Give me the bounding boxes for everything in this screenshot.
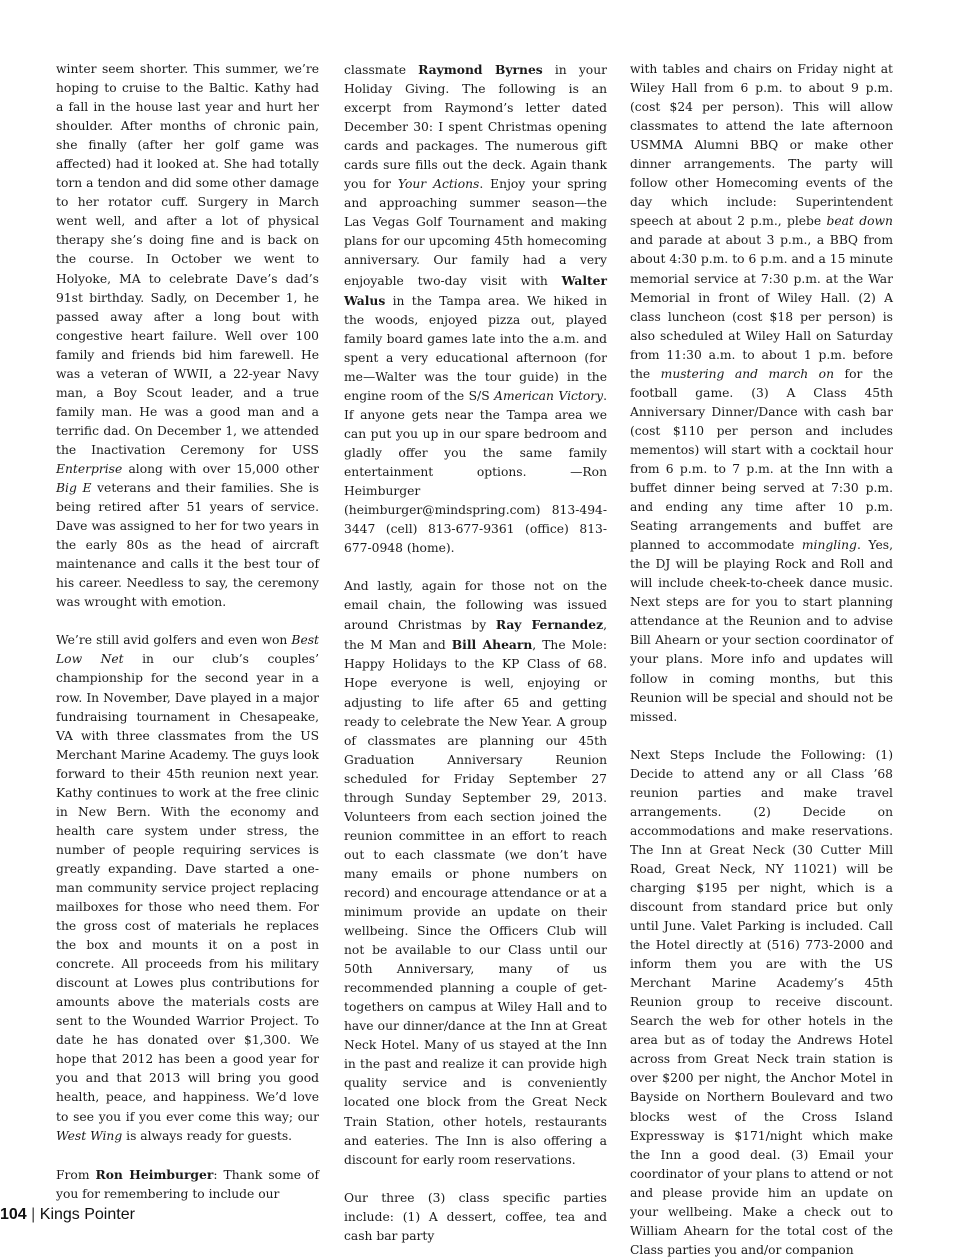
article-paragraph xyxy=(344,577,607,1169)
text-run: in the Tampa area. We hiked in the woods, enjoyed pizza out, played family board games late into the a.m. and spent a very educational afternoon (for me—Walter was the tour guide) in the engine room of the S/S xyxy=(344,293,607,403)
article-paragraph xyxy=(344,60,607,558)
text-run: , the M Man and xyxy=(344,618,607,653)
text-run: in your Holiday Giving. The following is an excerpt from Raymond’s letter dated December 30: I spent Christmas opening cards and packages. The numerous gift cards sure fills out the deck. Again thank you for xyxy=(344,63,607,192)
text-run: with tables and chairs on Friday night at Wiley Hall from 6 p.m. to about 9 p.m. (cost $24 per person). This will allow classmates to attend the late afternoon USMMA Alumni BBQ or make other dinner arrangements. The party will follow other Homecoming events of the day which include: Superintendent speech at about 2 p.m., plebe xyxy=(630,62,893,229)
text-run: is always ready for guests. xyxy=(122,1128,293,1143)
emphasis-text: Enterprise xyxy=(56,461,123,476)
publication-title: Kings Pointer xyxy=(39,1206,135,1223)
emphasis-text: Big E xyxy=(56,481,92,496)
name-highlight: Ray Fernandez xyxy=(495,617,604,633)
text-run: Our three (3) class specific parties include: (1) A dessert, coffee, tea and cash bar party xyxy=(344,1190,607,1243)
article-paragraph xyxy=(630,746,893,1260)
article-paragraph xyxy=(344,1189,607,1246)
name-highlight: Walter Walus xyxy=(344,272,607,308)
page-footer xyxy=(0,1206,135,1224)
text-run: and parade at about 3 p.m., a BBQ from about 4:30 p.m. to 6 p.m. and a 15 minute memorial service at 7:30 p.m. at the War Memorial in front of Wiley Hall. (2) A class luncheon (cost $18 per person) is also scheduled at Wiley Hall on Saturday from 11:30 a.m. to about 1 p.m. before the xyxy=(630,233,893,381)
article-column-2 xyxy=(344,60,607,1246)
text-run: along with over 15,000 other xyxy=(122,461,319,476)
text-run: in our club’s couples’ championship for the second year in a row. In November, Dave played in a major fundraising tournament in Chesapeake, VA with three classmates from the US Merchant Marine Academy. The guys look forward to their 45th reunion next year. Kathy continues to work at the free clinic in New Bern. With the economy and health care system under stress, the number of people requiring services is greatly expanding. Dave started a one-man community service project replacing mailboxes for those who need them. For the gross cost of materials he replaces the box and mounts it on a post in concrete. All proceeds from his military discount at Lowes plus contributions for amounts above the materials costs are sent to the Wounded Warrior Project. To date he has donated over $1,300. We hope that 2012 has been a good year for you and that 2013 will bring you good health, peace, and happiness. We’d love to see you if you ever come this way; our xyxy=(56,652,320,1124)
article-paragraph xyxy=(56,631,319,1145)
text-run: And lastly, again for those not on the email chain, the following was issued around Christmas by xyxy=(344,579,607,633)
article-column-1 xyxy=(56,60,319,1204)
article-column-3 xyxy=(630,60,893,1260)
article-paragraph xyxy=(630,60,893,727)
name-highlight: Raymond Byrnes xyxy=(418,62,543,77)
name-highlight: Ron Heimburger xyxy=(95,1166,214,1182)
page-number: 104 xyxy=(0,1206,27,1223)
text-run: We’re still avid golfers and even won xyxy=(56,633,292,648)
text-run: , The Mole: Happy Holidays to the KP Class of 68. Hope everyone is well, enjoying or adjusting to life after 65 and getting ready to celebrate the New Year. A group of classmates are planning our 45th Graduation Anniversary Reunion scheduled for Friday September 27 through Sunday September 29, 2013. Volunteers from each section joined the reunion committee in an effort to reach out to each classmate (we don’t have many emails or phone numbers on record) and encourage attendance or at a minimum provide an update on their wellbeing. Since the Officers Club will not be available to our Class until our 50th Anniversary, many of us recommended planning a couple of get-togethers on campus at Wiley Hall and to have our dinner/dance at the Inn at Great Neck Hotel. Many of us stayed at the Inn in the past and realize it can provide high quality service and is conveniently located one block from the Great Neck Train Station, other hotels, restaurants and eateries. The Inn is also offering a discount for early room reservations. xyxy=(344,638,607,1167)
emphasis-text: American Victory xyxy=(494,388,604,403)
text-run: . If anyone gets near the Tampa area we can put you up in our spare bedroom and gladly offer you the same family entertainment options. —Ron Heimburger (heimburger@mindspring.com) 813-494-3447 (cell) 813-677-9361 (office) 813-677-0948 (home). xyxy=(344,388,607,556)
text-run: for the football game. (3) A Class 45th Anniversary Dinner/Dance with cash bar (cost $110 per person and includes mementos) will start with a cocktail hour from 6 p.m. to 7 p.m. at the Inn with a buffet dinner being served at 7:30 p.m. and ending any time after 10 p.m. Seating arrangements and buffet are planned to accommodate xyxy=(630,366,893,553)
emphasis-text: West Wing xyxy=(56,1128,123,1143)
text-run: Next Steps Include the Following: (1) Decide to attend any or all Class ’68 reunion parties and make travel arrangements. (2) Decide on accommodations and make reservations. The Inn at Great Neck (30 Cutter Mill Road, Great Neck, NY 11021) will be charging $195 per night, which is a discount from standard price but only until June. Valet Parking is included. Call the Hotel directly at (516) 773-2000 and inform them you are with the US Merchant Marine Academy’s 45th Reunion group to receive discount. Search the web for other hotels in the area but as of today the Andrews Hotel across from Great Neck train station is over $200 per night, the Anchor Motel in Bayside on Northern Boulevard and two blocks west of the Cross Island Expressway is $171/night which make the Inn a good deal. (3) Email your coordinator of your plans to attend or not and please provide him an update on your wellbeing. Make a check out to William Ahearn for the total cost of the Class parties you and/or companion xyxy=(630,747,893,1257)
name-highlight: Bill Ahearn xyxy=(451,637,533,653)
emphasis-text: mustering and march on xyxy=(660,366,835,381)
footer-separator: | xyxy=(31,1206,36,1223)
text-run: classmate xyxy=(344,63,419,77)
emphasis-text: Best Low Net xyxy=(56,633,319,667)
text-run: From xyxy=(56,1167,96,1182)
article-paragraph xyxy=(56,60,319,612)
emphasis-text: Your Actions xyxy=(397,177,480,192)
text-run: . Yes, the DJ will be playing Rock and Roll and will include cheek-to-cheek dance music. Next steps are for you to start planning attendance at the Reunion and to advise Bill Ahearn or your section coordinator of your plans. More info and updates will follow in coming months, but this Reunion will be special and should not be missed. xyxy=(630,538,893,724)
text-run: : Thank some of you for remembering to include our xyxy=(56,1167,319,1201)
text-run: veterans and their families. She is being retired after 51 years of service. Dave was assigned to her for two years in the early 80s as the head of aircraft maintenance and calls it the best tour of his career. Needless to say, the ceremony was wrought with emotion. xyxy=(56,481,319,610)
emphasis-text: mingling xyxy=(801,538,857,553)
text-run: winter seem shorter. This summer, we’re hoping to cruise to the Baltic. Kathy had a fall in the house last year and hurt her shoulder. After months of chronic pain, she finally (after her golf game was affected) had it looked at. She had totally torn a tendon and did some other damage to her rotator cuff. Surgery in March went well, and after a lot of physical therapy she’s doing fine and is back on the course. In October we went to Holyoke, MA to celebrate Dave’s dad’s 91st birthday. Sadly, on December 1, he passed away after a long bout with congestive heart failure. Well over 100 family and friends bid him farewell. He was a veteran of WWII, a 22-year Navy man, a Boy Scout leader, and a true family man. He was a good man and a terrific dad. On December 1, we attended the Inactivation Ceremony for USS xyxy=(56,62,319,457)
emphasis-text: beat down xyxy=(826,214,893,229)
article-paragraph xyxy=(56,1165,319,1204)
text-run: . Enjoy your spring and approaching summer season—the Las Vegas Golf Tournament and making plans for our upcoming 45th homecoming anniversary. Our family had a very enjoyable two-day visit with xyxy=(344,177,607,288)
